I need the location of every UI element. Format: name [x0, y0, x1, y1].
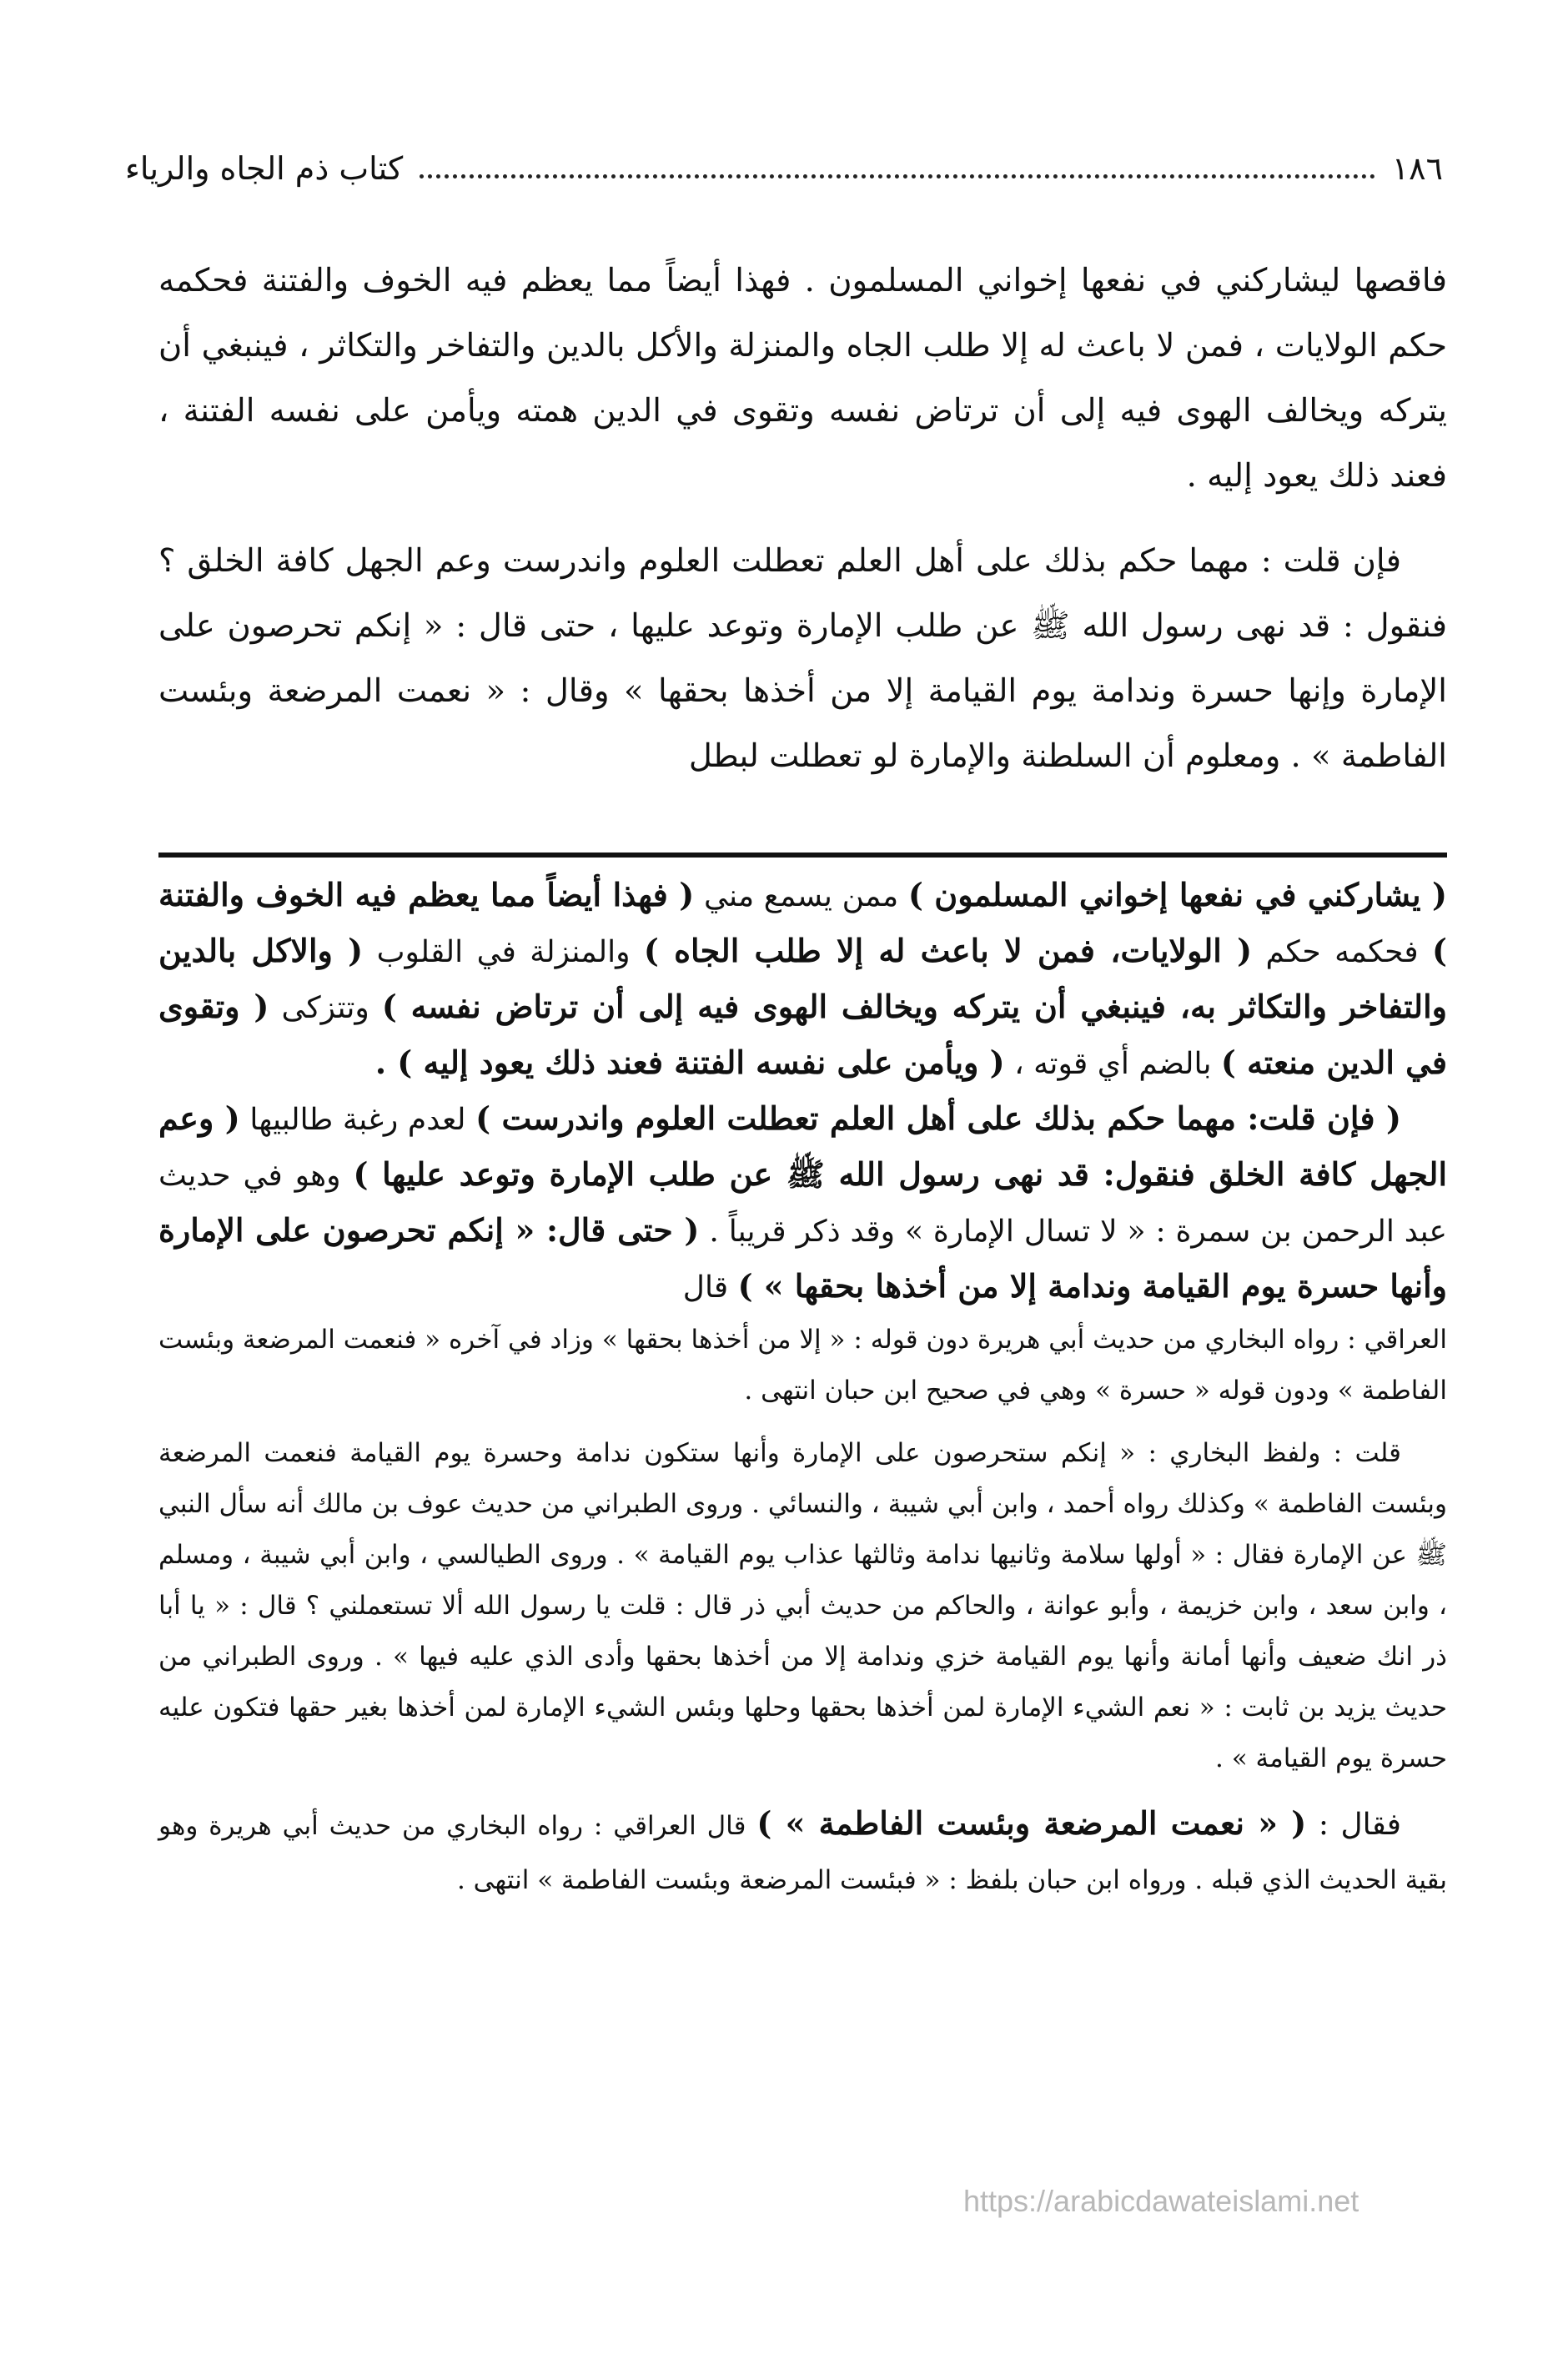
commentary-text: بالضم أي قوته ، [1004, 1047, 1221, 1081]
commentary-note: العراقي : رواه البخاري من حديث أبي هريرة دون قوله : « إلا من أخذها بحقها » وزاد في آخره « فنعمت المرضعة وبئست الفاطمة » ودون قوله « حسرة » وهي في صحيح ابن حبان انتهى . [158, 1325, 1447, 1406]
main-paragraph: فاقصها ليشاركني في نفعها إخواني المسلمون . فهذا أيضاً مما يعظم فيه الخوف والفتنة فحكمه حكم الولايات ، فمن لا باعث له إلا طلب الجاه والمنزلة والأكل بالدين والتفاخر والتكاثر ، فينبغي أن يتركه ويخالف الهوى فيه إلى أن ترتاض نفسه وتقوى في الدين همته ويأمن على نفسه الفتنة ، فعند ذلك يعود إليه . [158, 262, 1447, 495]
commentary-paragraph [158, 1796, 1447, 1906]
quoted-text: ( ويأمن على نفسه الفتنة فعند ذلك يعود إليه ) . [374, 1044, 1005, 1081]
commentary-text: قال [682, 1270, 738, 1305]
commentary [158, 868, 1447, 1906]
separator-rule [158, 853, 1447, 858]
commentary-text: قال العراقي : رواه البخاري من حديث أبي هريرة وهو بقية الحديث الذي قبله . ورواه ابن حبان بلفظ : « فبئست المرضعة وبئست الفاطمة » انتهى . [158, 1811, 1447, 1895]
running-header [125, 143, 1443, 194]
quoted-text: ( يشاركني في نفعها إخواني المسلمون ) [907, 876, 1447, 913]
quoted-text: ( حتى قال: « إنكم تحرصون على الإمارة وأنها حسرة يوم القيامة وندامة إلا من أخذها بحقها » ) [158, 1211, 1447, 1305]
quoted-text: ( فإن قلت: مهما حكم بذلك على أهل العلم تعطلت العلوم واندرست ) [475, 1099, 1401, 1137]
quoted-text: ( الولايات، فمن لا باعث له إلا طلب الجاه ) [643, 932, 1253, 969]
quoted-text: ( « نعمت المرضعة وبئست الفاطمة » ) [756, 1804, 1307, 1842]
quoted-text: ( فهذا أيضاً مما يعظم فيه الخوف والفتنة ) [158, 876, 1447, 969]
commentary-text: لعدم رغبة طالبيها [239, 1103, 476, 1137]
commentary-text: فقال : [1306, 1808, 1402, 1842]
main-paragraph: فإن قلت : مهما حكم بذلك على أهل العلم تعطلت العلوم واندرست وعم الجهل كافة الخلق ؟ فنقول : قد نهى رسول الله ﷺ عن طلب الإمارة وتوعد عليها ، حتى قال : « إنكم تحرصون على الإمارة وإنها حسرة وندامة يوم القيامة إلا من أخذها بحقها » وقال : « نعمت المرضعة وبئست الفاطمة » . ومعلوم أن السلطنة والإمارة لو تعطلت لبطل [158, 542, 1447, 775]
commentary-text: وتتزكى [269, 991, 382, 1025]
commentary-paragraph [158, 1091, 1447, 1315]
commentary-text: ممن يسمع مني [694, 879, 908, 913]
commentary-note: قلت : ولفظ البخاري : « إنكم ستحرصون على الإمارة وأنها ستكون ندامة وحسرة يوم القيامة فنعمت المرضعة وبئست الفاطمة » وكذلك رواه أحمد ، وابن أبي شيبة ، والنسائي . وروى الطبراني من حديث عوف بن مالك أنه سأل النبي ﷺ عن الإمارة فقال : « أولها سلامة وثانيها ندامة وثالثها عذاب يوم القيامة » . وروى الطيالسي ، وابن أبي شيبة ، ومسلم ، وابن سعد ، وابن خزيمة ، وأبو عوانة ، والحاكم من حديث أبي ذر قال : قلت يا رسول الله ألا تستعملني ؟ قال : « يا أبا ذر انك ضعيف وأنها أمانة وأنها يوم القيامة خزي وندامة إلا من أخذها بحقها وأدى الذي عليه فيها » . وروى الطبراني من حديث يزيد بن ثابت : « نعم الشيء الإمارة لمن أخذها بحقها وحلها وبئس الشيء الإمارة لمن أخذها بغير حقها فتكون عليه حسرة يوم القيامة » . [158, 1438, 1447, 1773]
commentary-text: فحكمه حكم [1252, 935, 1432, 969]
quoted-text: ( وعم الجهل كافة الخلق فنقول: قد نهى رسول الله ﷺ عن طلب الإمارة وتوعد عليها ) [158, 1099, 1448, 1193]
commentary-paragraph [158, 868, 1447, 1091]
header-dotted-leader [420, 174, 1375, 179]
quoted-text: ( والاكل بالدين والتفاخر والتكاثر به، فينبغي أن يتركه ويخالف الهوى فيه إلى أن ترتاض نفسه ) [158, 932, 1447, 1025]
commentary-text: والمنزلة في القلوب [363, 935, 644, 969]
running-title: كتاب ذم الجاه والرياء [125, 150, 404, 187]
quoted-text: ( وتقوى في الدين منعته ) [158, 988, 1447, 1081]
main-text [158, 249, 1447, 789]
watermark-url: https://arabicdawateislami.net [963, 2184, 1359, 2218]
page-number: ١٨٦ [1391, 150, 1443, 187]
commentary-text: وهو في حديث عبد الرحمن بن سمرة : « لا تسال الإمارة » وقد ذكر قريباً . [158, 1159, 1447, 1249]
